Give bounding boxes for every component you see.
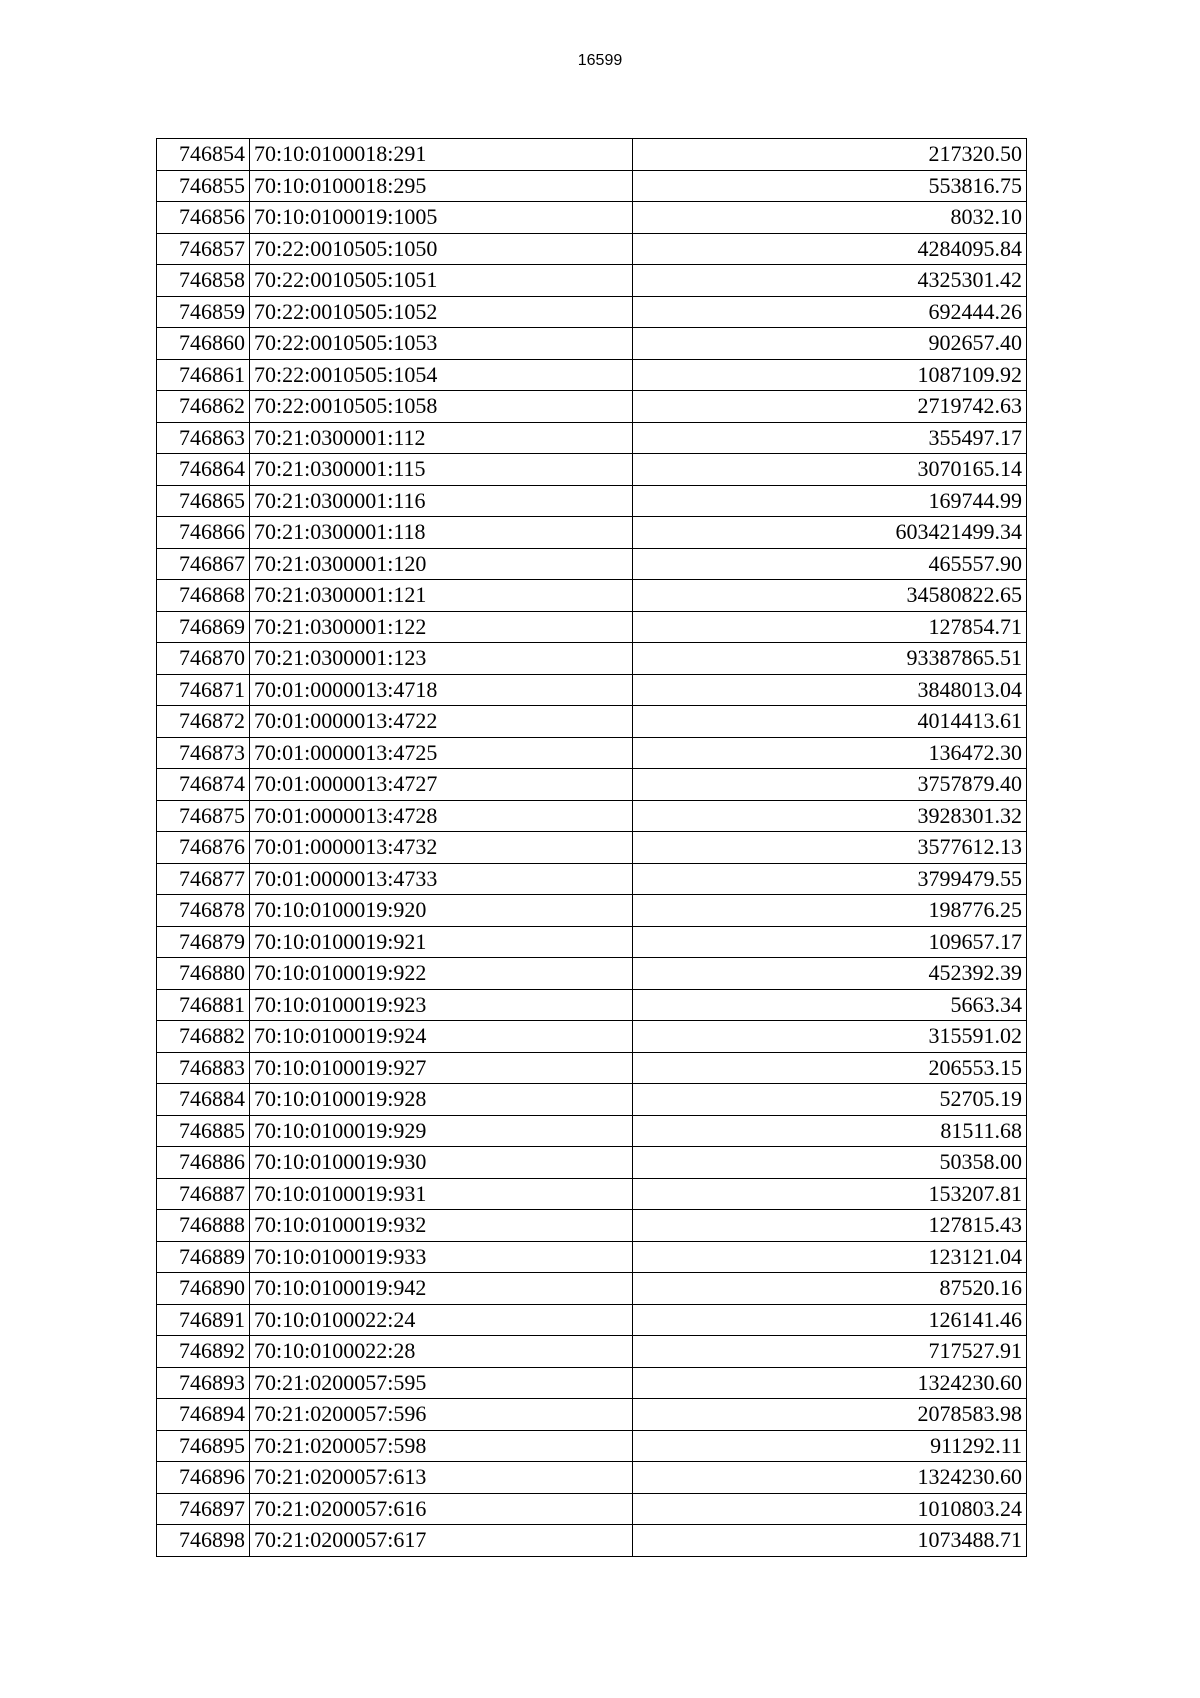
cadastral-number-cell: 70:10:0100019:929 [250, 1115, 633, 1147]
cadastral-value-cell: 553816.75 [633, 170, 1027, 202]
row-number-cell: 746895 [157, 1430, 250, 1462]
table-row [157, 1210, 1027, 1242]
cadastral-value-cell: 136472.30 [633, 737, 1027, 769]
row-number-cell: 746868 [157, 580, 250, 612]
row-number-cell: 746872 [157, 706, 250, 738]
row-number-cell: 746863 [157, 422, 250, 454]
cadastral-number-cell: 70:21:0200057:617 [250, 1525, 633, 1557]
table-row [157, 1525, 1027, 1557]
cadastral-value-cell: 1073488.71 [633, 1525, 1027, 1557]
row-number-cell: 746889 [157, 1241, 250, 1273]
cadastral-value-cell: 3577612.13 [633, 832, 1027, 864]
cadastral-value-cell: 2719742.63 [633, 391, 1027, 423]
cadastral-value-cell: 1087109.92 [633, 359, 1027, 391]
cadastral-value-cell: 902657.40 [633, 328, 1027, 360]
row-number-cell: 746867 [157, 548, 250, 580]
cadastral-number-cell: 70:10:0100019:1005 [250, 202, 633, 234]
table-row [157, 958, 1027, 990]
table-row [157, 706, 1027, 738]
row-number-cell: 746880 [157, 958, 250, 990]
cadastral-number-cell: 70:01:0000013:4727 [250, 769, 633, 801]
row-number-cell: 746860 [157, 328, 250, 360]
table-row [157, 454, 1027, 486]
cadastral-value-cell: 355497.17 [633, 422, 1027, 454]
table-row [157, 611, 1027, 643]
cadastral-value-table [156, 138, 1027, 1557]
table-row [157, 1462, 1027, 1494]
table-row [157, 485, 1027, 517]
cadastral-value-cell: 315591.02 [633, 1021, 1027, 1053]
row-number-cell: 746864 [157, 454, 250, 486]
cadastral-value-cell: 4284095.84 [633, 233, 1027, 265]
table-row [157, 737, 1027, 769]
table-row [157, 202, 1027, 234]
table-row [157, 233, 1027, 265]
table-row [157, 517, 1027, 549]
table-row [157, 548, 1027, 580]
cadastral-number-cell: 70:21:0200057:595 [250, 1367, 633, 1399]
table-body [157, 139, 1027, 1557]
table-row [157, 1241, 1027, 1273]
table-row [157, 1336, 1027, 1368]
cadastral-number-cell: 70:21:0200057:596 [250, 1399, 633, 1431]
row-number-cell: 746878 [157, 895, 250, 927]
table-row [157, 863, 1027, 895]
table-row [157, 800, 1027, 832]
table-row [157, 139, 1027, 171]
table-row [157, 1430, 1027, 1462]
cadastral-value-cell: 169744.99 [633, 485, 1027, 517]
table-row [157, 1399, 1027, 1431]
table-row [157, 328, 1027, 360]
row-number-cell: 746881 [157, 989, 250, 1021]
cadastral-value-cell: 3928301.32 [633, 800, 1027, 832]
row-number-cell: 746896 [157, 1462, 250, 1494]
table-row [157, 391, 1027, 423]
cadastral-value-cell: 1324230.60 [633, 1367, 1027, 1399]
row-number-cell: 746869 [157, 611, 250, 643]
cadastral-value-cell: 1324230.60 [633, 1462, 1027, 1494]
row-number-cell: 746862 [157, 391, 250, 423]
row-number-cell: 746871 [157, 674, 250, 706]
table-row [157, 1493, 1027, 1525]
cadastral-number-cell: 70:01:0000013:4725 [250, 737, 633, 769]
row-number-cell: 746876 [157, 832, 250, 864]
cadastral-number-cell: 70:10:0100019:922 [250, 958, 633, 990]
row-number-cell: 746875 [157, 800, 250, 832]
cadastral-value-cell: 81511.68 [633, 1115, 1027, 1147]
cadastral-value-cell: 127854.71 [633, 611, 1027, 643]
cadastral-value-cell: 50358.00 [633, 1147, 1027, 1179]
cadastral-value-cell: 717527.91 [633, 1336, 1027, 1368]
cadastral-value-cell: 452392.39 [633, 958, 1027, 990]
row-number-cell: 746874 [157, 769, 250, 801]
cadastral-value-cell: 87520.16 [633, 1273, 1027, 1305]
table-row [157, 926, 1027, 958]
row-number-cell: 746886 [157, 1147, 250, 1179]
cadastral-value-cell: 911292.11 [633, 1430, 1027, 1462]
row-number-cell: 746855 [157, 170, 250, 202]
row-number-cell: 746893 [157, 1367, 250, 1399]
table-row [157, 359, 1027, 391]
cadastral-value-cell: 465557.90 [633, 548, 1027, 580]
row-number-cell: 746861 [157, 359, 250, 391]
cadastral-value-cell: 692444.26 [633, 296, 1027, 328]
cadastral-number-cell: 70:10:0100019:924 [250, 1021, 633, 1053]
table-row [157, 1273, 1027, 1305]
cadastral-value-cell: 3848013.04 [633, 674, 1027, 706]
row-number-cell: 746890 [157, 1273, 250, 1305]
cadastral-number-cell: 70:10:0100019:933 [250, 1241, 633, 1273]
cadastral-number-cell: 70:01:0000013:4718 [250, 674, 633, 706]
cadastral-value-cell: 8032.10 [633, 202, 1027, 234]
table-row [157, 989, 1027, 1021]
cadastral-value-cell: 4014413.61 [633, 706, 1027, 738]
row-number-cell: 746894 [157, 1399, 250, 1431]
row-number-cell: 746865 [157, 485, 250, 517]
row-number-cell: 746897 [157, 1493, 250, 1525]
cadastral-number-cell: 70:22:0010505:1054 [250, 359, 633, 391]
table-row [157, 422, 1027, 454]
row-number-cell: 746898 [157, 1525, 250, 1557]
cadastral-value-cell: 52705.19 [633, 1084, 1027, 1116]
cadastral-number-cell: 70:10:0100022:28 [250, 1336, 633, 1368]
cadastral-value-cell: 217320.50 [633, 139, 1027, 171]
cadastral-value-cell: 127815.43 [633, 1210, 1027, 1242]
cadastral-number-cell: 70:10:0100019:927 [250, 1052, 633, 1084]
cadastral-number-cell: 70:10:0100019:921 [250, 926, 633, 958]
table-row [157, 580, 1027, 612]
cadastral-value-cell: 4325301.42 [633, 265, 1027, 297]
cadastral-value-cell: 603421499.34 [633, 517, 1027, 549]
cadastral-number-cell: 70:21:0300001:115 [250, 454, 633, 486]
cadastral-number-cell: 70:21:0200057:598 [250, 1430, 633, 1462]
cadastral-number-cell: 70:10:0100018:295 [250, 170, 633, 202]
row-number-cell: 746873 [157, 737, 250, 769]
table-row [157, 1084, 1027, 1116]
cadastral-value-cell: 2078583.98 [633, 1399, 1027, 1431]
cadastral-number-cell: 70:10:0100019:932 [250, 1210, 633, 1242]
cadastral-number-cell: 70:10:0100019:923 [250, 989, 633, 1021]
row-number-cell: 746892 [157, 1336, 250, 1368]
cadastral-value-cell: 3070165.14 [633, 454, 1027, 486]
row-number-cell: 746859 [157, 296, 250, 328]
row-number-cell: 746882 [157, 1021, 250, 1053]
cadastral-value-cell: 198776.25 [633, 895, 1027, 927]
row-number-cell: 746856 [157, 202, 250, 234]
cadastral-number-cell: 70:10:0100019:920 [250, 895, 633, 927]
cadastral-value-cell: 153207.81 [633, 1178, 1027, 1210]
cadastral-number-cell: 70:10:0100019:942 [250, 1273, 633, 1305]
cadastral-number-cell: 70:21:0300001:118 [250, 517, 633, 549]
table-row [157, 170, 1027, 202]
table-row [157, 674, 1027, 706]
row-number-cell: 746858 [157, 265, 250, 297]
row-number-cell: 746877 [157, 863, 250, 895]
cadastral-number-cell: 70:01:0000013:4733 [250, 863, 633, 895]
table-row [157, 296, 1027, 328]
table-row [157, 1115, 1027, 1147]
cadastral-number-cell: 70:22:0010505:1053 [250, 328, 633, 360]
cadastral-value-cell: 206553.15 [633, 1052, 1027, 1084]
cadastral-number-cell: 70:10:0100019:930 [250, 1147, 633, 1179]
cadastral-number-cell: 70:10:0100018:291 [250, 139, 633, 171]
cadastral-value-cell: 5663.34 [633, 989, 1027, 1021]
table-row [157, 1147, 1027, 1179]
row-number-cell: 746891 [157, 1304, 250, 1336]
table-row [157, 832, 1027, 864]
cadastral-number-cell: 70:21:0300001:121 [250, 580, 633, 612]
cadastral-value-cell: 126141.46 [633, 1304, 1027, 1336]
page-number: 16599 [577, 52, 623, 69]
row-number-cell: 746885 [157, 1115, 250, 1147]
cadastral-number-cell: 70:22:0010505:1052 [250, 296, 633, 328]
cadastral-number-cell: 70:22:0010505:1051 [250, 265, 633, 297]
cadastral-number-cell: 70:01:0000013:4732 [250, 832, 633, 864]
cadastral-value-cell: 3799479.55 [633, 863, 1027, 895]
cadastral-number-cell: 70:21:0300001:116 [250, 485, 633, 517]
cadastral-value-cell: 93387865.51 [633, 643, 1027, 675]
cadastral-number-cell: 70:21:0300001:120 [250, 548, 633, 580]
table-row [157, 1052, 1027, 1084]
cadastral-value-cell: 34580822.65 [633, 580, 1027, 612]
cadastral-value-cell: 109657.17 [633, 926, 1027, 958]
cadastral-number-cell: 70:21:0200057:616 [250, 1493, 633, 1525]
cadastral-value-cell: 123121.04 [633, 1241, 1027, 1273]
table-row [157, 769, 1027, 801]
cadastral-number-cell: 70:21:0200057:613 [250, 1462, 633, 1494]
table-row [157, 643, 1027, 675]
table-row [157, 1304, 1027, 1336]
row-number-cell: 746866 [157, 517, 250, 549]
row-number-cell: 746854 [157, 139, 250, 171]
cadastral-value-cell: 3757879.40 [633, 769, 1027, 801]
cadastral-number-cell: 70:21:0300001:122 [250, 611, 633, 643]
row-number-cell: 746879 [157, 926, 250, 958]
table-row [157, 1178, 1027, 1210]
cadastral-number-cell: 70:01:0000013:4728 [250, 800, 633, 832]
row-number-cell: 746870 [157, 643, 250, 675]
cadastral-number-cell: 70:22:0010505:1050 [250, 233, 633, 265]
row-number-cell: 746883 [157, 1052, 250, 1084]
cadastral-number-cell: 70:21:0300001:112 [250, 422, 633, 454]
cadastral-number-cell: 70:01:0000013:4722 [250, 706, 633, 738]
table-row [157, 265, 1027, 297]
row-number-cell: 746884 [157, 1084, 250, 1116]
table-row [157, 1021, 1027, 1053]
cadastral-value-cell: 1010803.24 [633, 1493, 1027, 1525]
cadastral-number-cell: 70:10:0100022:24 [250, 1304, 633, 1336]
cadastral-number-cell: 70:22:0010505:1058 [250, 391, 633, 423]
cadastral-number-cell: 70:10:0100019:931 [250, 1178, 633, 1210]
table-row [157, 1367, 1027, 1399]
cadastral-number-cell: 70:21:0300001:123 [250, 643, 633, 675]
cadastral-number-cell: 70:10:0100019:928 [250, 1084, 633, 1116]
row-number-cell: 746887 [157, 1178, 250, 1210]
row-number-cell: 746857 [157, 233, 250, 265]
table-row [157, 895, 1027, 927]
row-number-cell: 746888 [157, 1210, 250, 1242]
